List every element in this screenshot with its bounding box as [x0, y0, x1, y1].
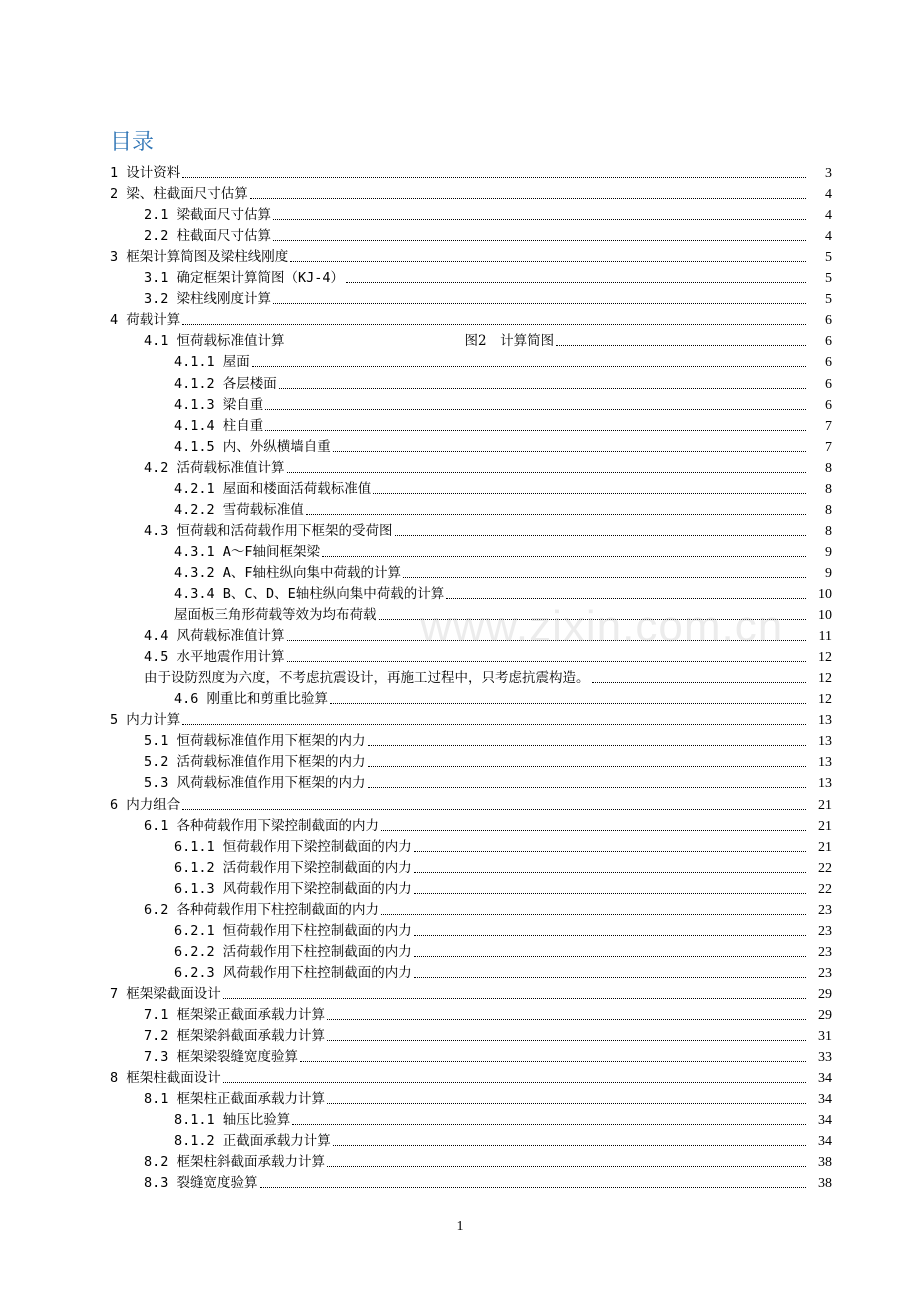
toc-entry-page-number: 3 [825, 166, 832, 181]
toc-entry-label: 8.2 框架柱斜截面承载力计算 [144, 1154, 326, 1171]
dot-leader [333, 1145, 806, 1146]
dot-leader [252, 366, 806, 367]
toc-entry-label: 6.2.1 恒荷载作用下柱控制截面的内力 [174, 922, 412, 939]
toc-entry[interactable] [0, 626, 920, 647]
toc-entry[interactable] [0, 205, 920, 226]
toc-entry[interactable] [0, 374, 920, 395]
dot-leader [322, 556, 806, 557]
toc-entry-page-number: 23 [818, 944, 832, 960]
toc-entry-label: 6.1.2 活荷载作用下梁控制截面的内力 [174, 859, 412, 876]
dot-leader [414, 935, 806, 936]
toc-entry[interactable] [0, 837, 920, 858]
dot-leader [346, 282, 806, 283]
dot-leader [333, 451, 806, 452]
dot-leader [403, 577, 806, 578]
toc-entry-page-number: 7 [825, 418, 832, 434]
dot-leader [300, 1061, 806, 1062]
toc-entry[interactable] [0, 795, 920, 816]
dot-leader [395, 535, 806, 536]
dot-leader [556, 345, 806, 346]
dot-leader [290, 261, 806, 262]
toc-entry-page-number: 8 [825, 523, 832, 539]
toc-entry-label: 4.1.4 柱自重 [174, 417, 264, 434]
dot-leader [368, 766, 806, 767]
toc-entry-page-number: 5 [825, 250, 832, 266]
toc-entry[interactable] [0, 773, 920, 794]
toc-entry[interactable] [0, 900, 920, 921]
toc-entry[interactable] [0, 1068, 920, 1089]
dot-leader [327, 1019, 806, 1020]
toc-entry[interactable] [0, 437, 920, 458]
toc-entry-label: 2.2 柱截面尺寸估算 [144, 228, 272, 245]
toc-entry-label: 4.4 风荷载标准值计算 [144, 628, 285, 645]
toc-entry-page-number: 29 [818, 986, 832, 1002]
toc-entry[interactable] [0, 710, 920, 731]
toc-entry-label: 4.3 恒荷载和活荷载作用下框架的受荷图 [144, 522, 393, 539]
dot-leader [182, 324, 806, 325]
toc-entry-label: 8.3 裂缝宽度验算 [144, 1175, 258, 1192]
watermark: www.zixin.com.cn [420, 602, 784, 651]
toc-entry-label: 7.2 框架梁斜截面承载力计算 [144, 1028, 326, 1045]
dot-leader [273, 219, 806, 220]
toc-entry-page-number: 6 [825, 313, 832, 329]
toc-entry-label: 4.1 恒荷载标准值计算 [144, 333, 285, 350]
toc-entry-page-number: 23 [818, 902, 832, 918]
toc-entry-page-number: 21 [818, 839, 832, 855]
dot-leader [306, 514, 806, 515]
toc-entry[interactable] [0, 668, 920, 689]
toc-entry-label: 4.3.4 B、C、D、E轴柱纵向集中荷载的计算 [174, 586, 445, 602]
toc-entry-page-number: 34 [818, 1134, 832, 1150]
toc-entry-page-number: 29 [818, 1008, 832, 1023]
toc-entry[interactable] [0, 1173, 920, 1194]
toc-entry-page-number: 23 [818, 965, 832, 981]
dot-leader [414, 956, 806, 957]
dot-leader [414, 872, 806, 873]
toc-entry-label: 6.2 各种荷载作用下柱控制截面的内力 [144, 901, 380, 918]
toc-entry-label: 3 框架计算简图及梁柱线刚度 [110, 249, 289, 266]
toc-entry[interactable] [0, 605, 920, 626]
dot-leader [287, 661, 806, 662]
dot-leader [414, 851, 806, 852]
toc-entry-label: 2.1 梁截面尺寸估算 [144, 207, 272, 224]
toc-entry-label: 5.1 恒荷载标准值作用下框架的内力 [144, 733, 366, 750]
toc-entry-label: 6 内力组合 [110, 796, 181, 813]
toc-entry-label: 4.2 活荷载标准值计算 [144, 459, 285, 476]
toc-entry[interactable] [0, 163, 920, 184]
dot-leader [250, 198, 806, 199]
dot-leader [292, 1124, 806, 1125]
toc-entry-page-number: 8 [825, 460, 832, 476]
toc-entry-label: 4.2.2 雪荷载标准值 [174, 501, 304, 518]
toc-entry-label: 4.2.1 屋面和楼面活荷载标准值 [174, 480, 372, 497]
toc-title: 目录 [110, 130, 155, 155]
toc-entry-label: 8.1.1 轴压比验算 [174, 1112, 291, 1129]
toc-entry[interactable] [0, 1110, 920, 1131]
dot-leader [273, 240, 806, 241]
toc-entry[interactable] [0, 479, 920, 500]
dot-leader [373, 493, 806, 494]
dot-leader [368, 787, 806, 788]
toc-entry[interactable] [0, 647, 920, 668]
dot-leader [182, 724, 806, 725]
toc-entry[interactable] [0, 1005, 920, 1026]
dot-leader [279, 388, 806, 389]
toc-entry-page-number: 13 [818, 776, 832, 792]
toc-entry[interactable] [0, 752, 920, 773]
toc-entry-label: 7.1 框架梁正截面承载力计算 [144, 1007, 326, 1023]
toc-entry-label: 4.6 刚重比和剪重比验算 [174, 691, 329, 708]
dot-leader [265, 430, 806, 431]
toc-entry-label: 6.2.3 风荷载作用下柱控制截面的内力 [174, 964, 412, 981]
dot-leader [381, 830, 806, 831]
toc-entry-page-number: 13 [818, 713, 832, 729]
toc-entry-label: 2 梁、柱截面尺寸估算 [110, 186, 248, 203]
dot-leader [414, 893, 806, 894]
dot-leader [223, 1082, 806, 1083]
dot-leader [327, 1040, 806, 1041]
toc-entry-page-number: 4 [825, 208, 832, 224]
toc-entry[interactable] [0, 816, 920, 837]
toc-entry-label: 4.1.1 屋面 [174, 354, 250, 371]
dot-leader [265, 409, 806, 410]
dot-leader [414, 977, 806, 978]
toc-entry-page-number: 12 [818, 671, 832, 687]
toc-entry-label: 5.2 活荷载标准值作用下框架的内力 [144, 754, 366, 771]
toc-entry[interactable] [0, 984, 920, 1005]
dot-leader [287, 640, 806, 641]
toc-entry-page-number: 6 [825, 334, 832, 350]
toc-entry-label: 5.3 风荷载标准值作用下框架的内力 [144, 775, 366, 792]
toc-entry-label: 由于设防烈度为六度，不考虑抗震设计，再施工过程中，只考虑抗震构造。 [144, 670, 590, 687]
toc-entry[interactable] [0, 521, 920, 542]
toc-entry-label: 5 内力计算 [110, 712, 181, 729]
toc-entry-label: 4.1.2 各层楼面 [174, 375, 277, 392]
toc-entry-page-number: 6 [825, 397, 832, 413]
dot-leader [287, 472, 806, 473]
toc-entry-label: 7 框架梁截面设计 [110, 985, 221, 1002]
toc-entry-label: 8.1 框架柱正截面承载力计算 [144, 1091, 326, 1108]
toc-entry-label: 6.1.3 风荷载作用下梁控制截面的内力 [174, 880, 412, 897]
dot-leader [260, 1187, 806, 1188]
dot-leader [182, 177, 806, 178]
toc-entry-page-number: 22 [818, 881, 832, 897]
toc-entry-page-number: 9 [825, 544, 832, 560]
toc-entry[interactable] [0, 458, 920, 479]
toc-entry-page-number: 5 [825, 271, 832, 287]
toc-entry-label: 3.2 梁柱线刚度计算 [144, 291, 272, 308]
dot-leader [381, 914, 806, 915]
toc-entry-label: 6.1 各种荷载作用下梁控制截面的内力 [144, 817, 380, 834]
toc-entry-page-number: 10 [818, 587, 832, 602]
toc-entry-page-number: 22 [818, 860, 832, 876]
toc-entry-label: 6.1.1 恒荷载作用下梁控制截面的内力 [174, 838, 412, 855]
toc-entry-label: 4.1.5 内、外纵横墙自重 [174, 438, 331, 455]
toc-entry-label: 4.3.1 A～F轴间框架梁 [174, 543, 321, 560]
toc-entry[interactable] [0, 352, 920, 373]
toc-entry-page-number: 34 [818, 1092, 832, 1108]
toc-entry-page-number: 38 [818, 1155, 832, 1171]
toc-entry-label: 8.1.2 正截面承载力计算 [174, 1133, 331, 1150]
dot-leader [327, 1166, 806, 1167]
toc-entry[interactable] [0, 500, 920, 521]
toc-entry-page-number: 12 [818, 650, 832, 666]
toc-entry[interactable] [0, 858, 920, 879]
toc-entry[interactable] [0, 879, 920, 900]
dot-leader [446, 598, 806, 599]
toc-entry[interactable] [0, 247, 920, 268]
toc-entry-page-number: 38 [818, 1176, 832, 1192]
toc-entry-label: 6.2.2 活荷载作用下柱控制截面的内力 [174, 943, 412, 960]
toc-entry-page-number: 11 [818, 629, 832, 645]
toc-entry[interactable] [0, 731, 920, 752]
toc-entry[interactable] [0, 268, 920, 289]
figure-caption: 图2 计算简图 [464, 333, 555, 350]
toc-entry-page-number: 34 [818, 1113, 832, 1129]
page-number: 1 [456, 1219, 464, 1234]
toc-entry[interactable] [0, 563, 920, 584]
toc-entry-page-number: 9 [825, 565, 832, 581]
dot-leader [327, 1103, 806, 1104]
toc-entry[interactable] [0, 416, 920, 437]
toc-entry-page-number: 13 [818, 734, 832, 750]
toc-entry-page-number: 6 [825, 355, 832, 371]
toc-entry[interactable] [0, 1131, 920, 1152]
toc-entry[interactable] [0, 395, 920, 416]
toc-entry-label: 屋面板三角形荷载等效为均布荷载 [174, 607, 377, 624]
toc-entry-page-number: 13 [818, 755, 832, 771]
toc-entry-label: 8 框架柱截面设计 [110, 1070, 221, 1087]
dot-leader [379, 619, 807, 620]
toc-entry-label: 1 设计资料 [110, 165, 181, 181]
dot-leader [592, 682, 807, 683]
dot-leader [223, 998, 806, 999]
toc-entry-page-number: 4 [825, 229, 832, 245]
toc-entry[interactable] [0, 184, 920, 205]
dot-leader [330, 703, 806, 704]
toc-entry-label: 4.3.2 A、F轴柱纵向集中荷载的计算 [174, 564, 402, 581]
toc-entry[interactable] [0, 942, 920, 963]
toc-entry-page-number: 7 [825, 439, 832, 455]
toc-entry[interactable] [0, 226, 920, 247]
toc-entry[interactable] [0, 289, 920, 310]
toc-entry-page-number: 12 [818, 692, 832, 708]
dot-leader [182, 809, 806, 810]
toc-entry-page-number: 33 [818, 1050, 832, 1066]
toc-entry[interactable] [0, 310, 920, 331]
toc-entry[interactable] [0, 1152, 920, 1173]
toc-entry-page-number: 34 [818, 1071, 832, 1087]
toc-entry-label: 7.3 框架梁裂缝宽度验算 [144, 1049, 299, 1066]
toc-entry-page-number: 10 [818, 608, 832, 624]
dot-leader [368, 745, 806, 746]
toc-entry-page-number: 6 [825, 376, 832, 392]
toc-entry-page-number: 31 [818, 1029, 832, 1045]
toc-entry[interactable] [0, 1089, 920, 1110]
toc-entry[interactable] [0, 1026, 920, 1047]
toc-entry[interactable] [0, 921, 920, 942]
toc-entry[interactable] [0, 1047, 920, 1068]
toc-entry[interactable] [0, 584, 920, 605]
toc-entry[interactable] [0, 963, 920, 984]
dot-leader [273, 303, 806, 304]
toc-entry-page-number: 4 [825, 187, 832, 203]
toc-entry[interactable] [0, 689, 920, 710]
toc-entry-label: 4.5 水平地震作用计算 [144, 649, 285, 666]
toc-entry-page-number: 21 [818, 797, 832, 813]
toc-entry-label: 4 荷载计算 [110, 312, 181, 329]
toc-entry[interactable] [0, 542, 920, 563]
toc-entry-page-number: 8 [825, 502, 832, 518]
toc-entry-page-number: 8 [825, 481, 832, 497]
toc-entry-page-number: 5 [825, 292, 832, 308]
toc-entry-page-number: 23 [818, 923, 832, 939]
toc-entry-label: 3.1 确定框架计算简图（KJ-4） [144, 270, 345, 287]
toc-entry[interactable] [0, 331, 920, 352]
toc-entry-page-number: 21 [818, 818, 832, 834]
toc-entry-label: 4.1.3 梁自重 [174, 396, 264, 413]
